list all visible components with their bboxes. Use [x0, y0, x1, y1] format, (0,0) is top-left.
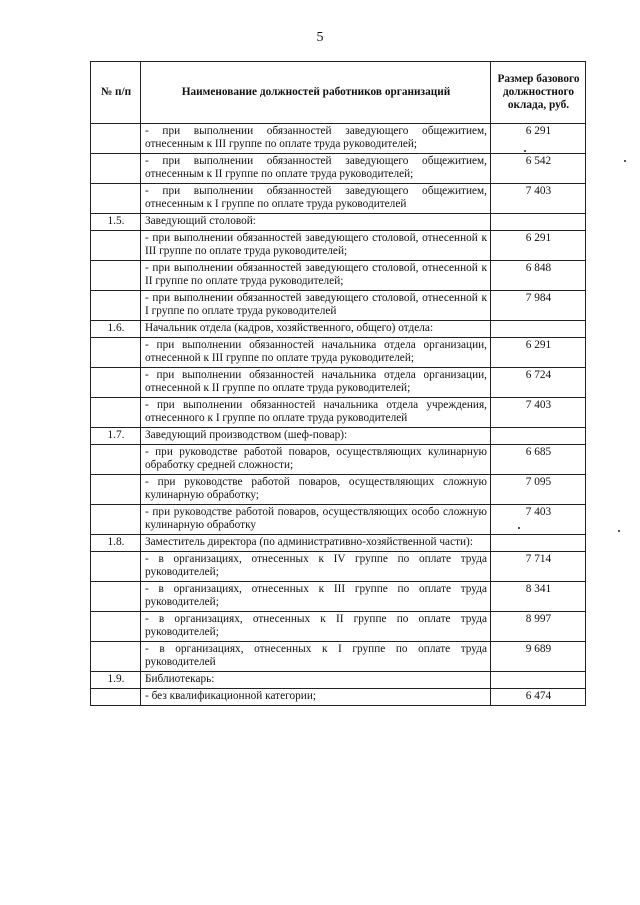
row-salary-value: 6 291 [491, 124, 586, 154]
scan-speck [524, 150, 526, 152]
row-number [91, 184, 141, 214]
row-number [91, 582, 141, 612]
row-number: 1.9. [91, 672, 141, 689]
row-position-name: Начальник отдела (кадров, хозяйственного, общего) отдела: [141, 321, 491, 338]
scan-speck [624, 160, 626, 162]
row-position-name: - при выполнении обязанностей заведующего общежитием, отнесенным к III группе по оплате труда руководителей; [141, 124, 491, 154]
table-row [91, 214, 586, 231]
row-number [91, 445, 141, 475]
table-row [91, 338, 586, 368]
table-row [91, 184, 586, 214]
scan-speck [618, 530, 620, 532]
table-row [91, 428, 586, 445]
table-row [91, 398, 586, 428]
table-row [91, 321, 586, 338]
row-number [91, 398, 141, 428]
row-number [91, 124, 141, 154]
row-number: 1.5. [91, 214, 141, 231]
row-salary-value: 6 685 [491, 445, 586, 475]
row-salary-value: 7 095 [491, 475, 586, 505]
table-row [91, 445, 586, 475]
table-row [91, 475, 586, 505]
row-salary-value: 6 724 [491, 368, 586, 398]
row-number [91, 338, 141, 368]
row-position-name: - при выполнении обязанностей заведующего общежитием, отнесенным к I группе по оплате труда руководителей [141, 184, 491, 214]
row-number [91, 612, 141, 642]
row-salary-value [491, 321, 586, 338]
row-number: 1.8. [91, 535, 141, 552]
row-number [91, 291, 141, 321]
row-salary-value: 8 997 [491, 612, 586, 642]
table-header-row [91, 62, 586, 124]
row-salary-value: 7 403 [491, 184, 586, 214]
row-number [91, 368, 141, 398]
page-number: 5 [316, 30, 324, 45]
table-row [91, 154, 586, 184]
table-row [91, 261, 586, 291]
row-position-name: - при руководстве работой поваров, осуществляющих особо сложную кулинарную обработку [141, 505, 491, 535]
row-number [91, 475, 141, 505]
table-row [91, 535, 586, 552]
salary-table [90, 61, 586, 706]
row-position-name: - при выполнении обязанностей начальника отдела организации, отнесенной к II группе по оплате труда руководителей; [141, 368, 491, 398]
row-salary-value [491, 672, 586, 689]
row-position-name: - при выполнении обязанностей заведующего столовой, отнесенной к III группе по оплате труда руководителей; [141, 231, 491, 261]
row-salary-value: 8 341 [491, 582, 586, 612]
row-number [91, 154, 141, 184]
row-number: 1.6. [91, 321, 141, 338]
row-position-name: Заместитель директора (по административно-хозяйственной части): [141, 535, 491, 552]
row-number [91, 642, 141, 672]
table-row [91, 582, 586, 612]
table-body [91, 124, 586, 706]
row-salary-value: 6 542 [491, 154, 586, 184]
row-salary-value [491, 535, 586, 552]
table-row [91, 672, 586, 689]
row-salary-value: 9 689 [491, 642, 586, 672]
row-position-name: Заведующий производством (шеф-повар): [141, 428, 491, 445]
row-salary-value [491, 214, 586, 231]
row-salary-value: 6 848 [491, 261, 586, 291]
header-position-name: Наименование должностей работников организаций [141, 62, 491, 124]
row-number: 1.7. [91, 428, 141, 445]
row-salary-value: 6 291 [491, 338, 586, 368]
table-row [91, 368, 586, 398]
row-position-name: Библиотекарь: [141, 672, 491, 689]
row-salary-value: 6 474 [491, 689, 586, 706]
header-salary-size: Размер базового должностного оклада, руб. [491, 62, 586, 124]
row-position-name: - при выполнении обязанностей заведующего общежитием, отнесенным к II группе по оплате труда руководителей; [141, 154, 491, 184]
row-position-name: - при руководстве работой поваров, осуществляющих сложную кулинарную обработку; [141, 475, 491, 505]
row-position-name: - без квалификационной категории; [141, 689, 491, 706]
row-salary-value: 7 403 [491, 398, 586, 428]
table-row [91, 291, 586, 321]
row-position-name: - при выполнении обязанностей заведующего столовой, отнесенной к I группе по оплате труда руководителей [141, 291, 491, 321]
row-number [91, 689, 141, 706]
row-salary-value: 7 984 [491, 291, 586, 321]
table-row [91, 642, 586, 672]
row-position-name: - при выполнении обязанностей начальника отдела учреждения, отнесенного к I группе по оплате труда руководителей [141, 398, 491, 428]
table-row [91, 124, 586, 154]
row-salary-value [491, 428, 586, 445]
row-position-name: - в организациях, отнесенных к I группе по оплате труда руководителей [141, 642, 491, 672]
header-number: № п/п [91, 62, 141, 124]
table-row [91, 505, 586, 535]
row-position-name: - в организациях, отнесенных к IV группе по оплате труда руководителей; [141, 552, 491, 582]
row-salary-value: 7 403 [491, 505, 586, 535]
table-row [91, 689, 586, 706]
row-position-name: - в организациях, отнесенных к II группе по оплате труда руководителей; [141, 612, 491, 642]
scan-speck [518, 527, 520, 529]
table-row [91, 231, 586, 261]
table-row [91, 612, 586, 642]
row-number [91, 231, 141, 261]
row-position-name: - при руководстве работой поваров, осуществляющих кулинарную обработку средней сложности; [141, 445, 491, 475]
row-salary-value: 7 714 [491, 552, 586, 582]
row-number [91, 505, 141, 535]
row-position-name: - в организациях, отнесенных к III группе по оплате труда руководителей; [141, 582, 491, 612]
row-number [91, 261, 141, 291]
row-position-name: - при выполнении обязанностей начальника отдела организации, отнесенной к III группе по оплате труда руководителей; [141, 338, 491, 368]
row-position-name: - при выполнении обязанностей заведующего столовой, отнесенной к II группе по оплате труда руководителей; [141, 261, 491, 291]
table-row [91, 552, 586, 582]
row-position-name: Заведующий столовой: [141, 214, 491, 231]
row-number [91, 552, 141, 582]
row-salary-value: 6 291 [491, 231, 586, 261]
